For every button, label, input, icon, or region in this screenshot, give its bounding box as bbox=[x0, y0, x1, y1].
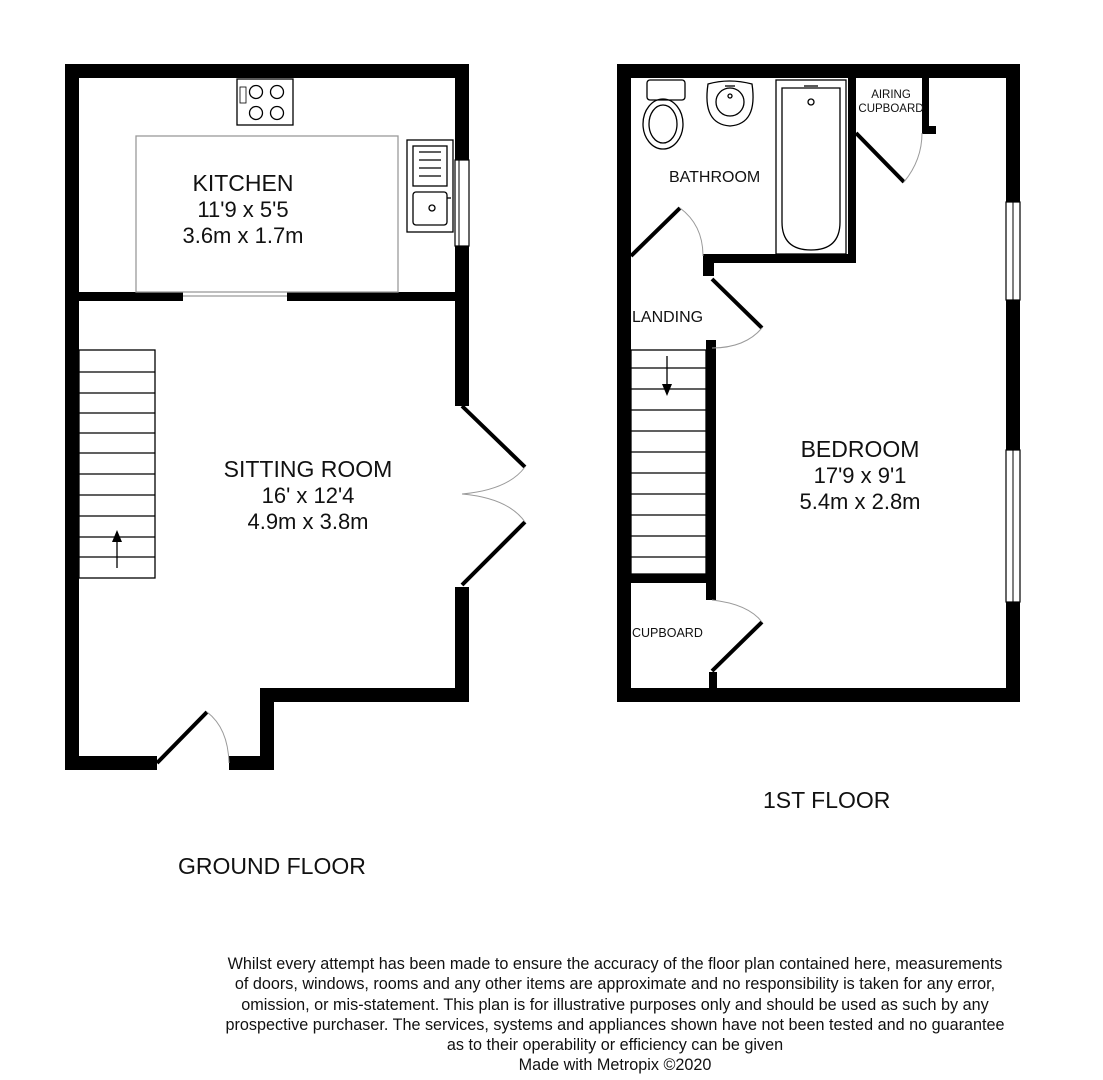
airing-cupboard-door bbox=[856, 133, 922, 182]
disclaimer-line: omission, or mis-statement. This plan is for illustrative purposes only and should be used as such by any bbox=[241, 995, 989, 1014]
kitchen-window bbox=[455, 160, 469, 246]
kitchen-name: KITCHEN bbox=[192, 170, 294, 196]
sitting-room-label bbox=[188, 456, 428, 535]
disclaimer-line: of doors, windows, rooms and any other items are approximate and no responsibility is taken for any error, bbox=[234, 975, 996, 994]
bath-icon bbox=[776, 80, 846, 254]
ground-floor-label: GROUND FLOOR bbox=[178, 853, 366, 879]
french-doors bbox=[462, 406, 525, 585]
wash-basin-icon bbox=[707, 81, 753, 126]
ground-floor-stairs bbox=[79, 350, 155, 578]
disclaimer-text bbox=[150, 954, 1080, 1076]
sitting-room-imperial: 16' x 12'4 bbox=[261, 483, 355, 509]
disclaimer-line: as to their operability or efficiency can be given bbox=[446, 1036, 784, 1054]
sitting-room-name: SITTING ROOM bbox=[223, 456, 393, 482]
hob-icon bbox=[237, 79, 293, 125]
toilet-icon bbox=[643, 80, 685, 149]
stairs-up-arrow-icon bbox=[112, 530, 122, 542]
disclaimer-line: prospective purchaser. The services, systems and appliances shown have not been tested and no guarantee bbox=[225, 1015, 1005, 1034]
sitting-room-metric: 4.9m x 3.8m bbox=[247, 509, 369, 535]
front-door bbox=[157, 712, 229, 763]
airing-cupboard-line1: AIRING bbox=[871, 89, 911, 101]
kitchen-label bbox=[143, 170, 343, 249]
bedroom-name: BEDROOM bbox=[800, 436, 920, 462]
first-floor-label: 1ST FLOOR bbox=[763, 787, 891, 813]
landing-label: LANDING bbox=[632, 309, 704, 326]
bedroom-door bbox=[712, 279, 762, 348]
kitchen-metric: 3.6m x 1.7m bbox=[182, 223, 304, 249]
disclaimer-line: Whilst every attempt has been made to ensure the accuracy of the floor plan contained here, measurements bbox=[227, 955, 1003, 973]
first-floor-walls bbox=[617, 64, 1020, 702]
first-floor-stairs bbox=[631, 350, 706, 574]
stairs-down-arrow-icon bbox=[662, 384, 672, 396]
cupboard-label: CUPBOARD bbox=[632, 626, 703, 640]
airing-cupboard-label bbox=[855, 88, 927, 117]
bedroom-metric: 5.4m x 2.8m bbox=[799, 489, 921, 515]
bathroom-door bbox=[631, 208, 703, 256]
airing-cupboard-line2: CUPBOARD bbox=[858, 103, 924, 116]
cupboard-door bbox=[712, 600, 762, 671]
kitchen-imperial: 11'9 x 5'5 bbox=[197, 197, 289, 223]
bedroom-imperial: 17'9 x 9'1 bbox=[813, 463, 907, 489]
sink-icon bbox=[407, 140, 453, 232]
first-floor-plan bbox=[617, 64, 1020, 702]
bathroom-label: BATHROOM bbox=[669, 169, 761, 186]
metropix-credit: Made with Metropix ©2020 bbox=[518, 1056, 712, 1075]
bedroom-label bbox=[760, 436, 960, 515]
